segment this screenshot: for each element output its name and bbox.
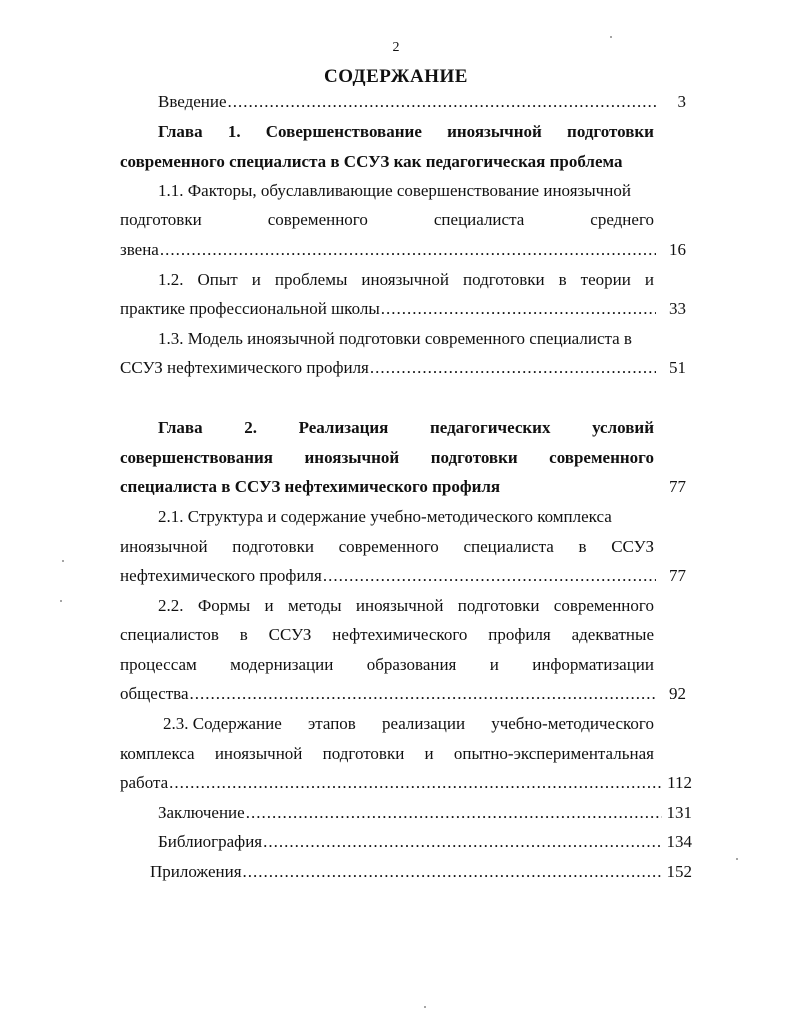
word: среднего xyxy=(590,210,654,229)
word: 1.2. xyxy=(158,270,184,289)
word: Реализация xyxy=(298,418,389,437)
leader-dots xyxy=(370,358,656,378)
word: подготовки xyxy=(457,596,540,615)
page-number: 2 xyxy=(392,40,400,55)
toc-entry-intro xyxy=(158,92,686,112)
leader-dots xyxy=(323,566,656,586)
toc-entry-label: нефтехимического профиля xyxy=(120,566,322,585)
toc-entry-2-1 xyxy=(120,566,686,586)
toc-entry-appendices xyxy=(150,862,692,882)
word: процессам xyxy=(120,655,197,674)
word: иноязычной xyxy=(214,744,303,763)
section-2-3-line2 xyxy=(120,744,654,764)
word: педагогических xyxy=(429,418,551,437)
word: Глава xyxy=(158,418,203,437)
scan-speck xyxy=(736,858,738,860)
word: в xyxy=(578,537,587,556)
word: 1. xyxy=(227,122,241,141)
chapter1-heading-line2: современного специалиста в ССУЗ как педагогическая проблема xyxy=(120,152,623,171)
toc-entry-page: 33 xyxy=(669,299,686,318)
word: специалиста xyxy=(433,210,525,229)
toc-entry-page: 77 xyxy=(669,477,686,496)
word: иноязычной xyxy=(361,270,449,289)
toc-entry-conclusion xyxy=(158,803,692,823)
word: Глава xyxy=(158,122,203,141)
chapter2-heading-line3: специалиста в ССУЗ нефтехимического профиля xyxy=(120,477,501,496)
toc-entry-page: 152 xyxy=(666,862,692,881)
word: подготовки xyxy=(430,448,518,467)
toc-entry-label: Приложения xyxy=(150,862,242,881)
toc-entry-page: 112 xyxy=(667,773,692,792)
toc-entry-1-2 xyxy=(120,299,686,319)
word: иноязычной xyxy=(304,448,400,467)
word: подготовки xyxy=(120,210,202,229)
toc-entry-label: Библиография xyxy=(158,832,263,851)
toc-entry-page: 3 xyxy=(677,92,686,111)
section-2-1-line2 xyxy=(120,537,654,557)
leader-dots xyxy=(243,862,662,882)
leader-dots xyxy=(263,832,662,852)
toc-entry-2-3 xyxy=(120,773,692,793)
leader-dots xyxy=(381,299,656,319)
toc-entry-page: 134 xyxy=(666,832,692,851)
word: проблемы xyxy=(274,270,348,289)
word: нефтехимического xyxy=(332,625,468,644)
word: 2.3. Содержание xyxy=(163,714,282,733)
toc-entry-1-1 xyxy=(120,240,686,260)
section-2-2-line3 xyxy=(120,655,654,675)
word: 2. xyxy=(244,418,257,437)
toc-entry-label: Заключение xyxy=(158,803,245,822)
word: Совершенствование xyxy=(265,122,422,141)
word: Формы xyxy=(197,596,251,615)
section-2-2-line2 xyxy=(120,625,654,645)
word: подготовки xyxy=(462,270,545,289)
toc-entry-label: ССУЗ нефтехимического профиля xyxy=(120,358,369,377)
toc-entry-page: 131 xyxy=(666,803,692,822)
word: современного xyxy=(338,537,439,556)
word: иноязычной xyxy=(120,537,208,556)
section-1-2-line1 xyxy=(158,270,654,290)
section-1-1-line2 xyxy=(120,210,654,230)
leader-dots xyxy=(190,684,656,704)
word: образования xyxy=(366,655,457,674)
toc-entry-label: звена xyxy=(120,240,159,259)
word: условий xyxy=(592,418,654,437)
toc-entry-page: 92 xyxy=(669,684,686,703)
chapter2-heading-line1 xyxy=(158,418,654,438)
word: методы xyxy=(287,596,342,615)
word: 2.2. xyxy=(158,596,184,615)
word: и xyxy=(644,270,654,289)
toc-entry-1-3 xyxy=(120,358,686,378)
toc-entry-label: работа xyxy=(120,773,169,792)
word: теории xyxy=(580,270,631,289)
toc-entry-page: 16 xyxy=(669,240,686,259)
word: специалиста xyxy=(463,537,554,556)
section-1-3-line1: 1.3. Модель иноязычной подготовки современного специалиста в xyxy=(158,329,632,348)
toc-entry-bibliography xyxy=(158,832,692,852)
section-1-1-line1: 1.1. Факторы, обуславливающие совершенствование иноязычной xyxy=(158,181,631,200)
toc-entry-page: 77 xyxy=(669,566,686,585)
word: иноязычной xyxy=(355,596,444,615)
toc-entry-page: 51 xyxy=(669,358,686,377)
word: информатизации xyxy=(532,655,654,674)
word: учебно-методического xyxy=(491,714,654,733)
word: модернизации xyxy=(230,655,334,674)
word: комплекса xyxy=(120,744,195,763)
word: этапов xyxy=(307,714,356,733)
word: профиля xyxy=(488,625,551,644)
word: современного xyxy=(553,596,654,615)
scan-speck xyxy=(60,600,62,602)
word: подготовки xyxy=(232,537,314,556)
scan-speck xyxy=(424,1006,426,1008)
word: совершенствования xyxy=(120,448,273,467)
leader-dots xyxy=(246,803,662,823)
page-title: СОДЕРЖАНИЕ xyxy=(324,66,468,87)
toc-entry-label: практике профессиональной школы xyxy=(120,299,380,318)
leader-dots xyxy=(160,240,656,260)
word: ССУЗ xyxy=(268,625,312,644)
leader-dots xyxy=(169,773,662,793)
word: опытно-экспериментальная xyxy=(453,744,654,763)
word: подготовки xyxy=(567,122,654,141)
word: иноязычной xyxy=(447,122,542,141)
chapter1-heading-line1 xyxy=(158,122,654,142)
scan-speck xyxy=(62,560,64,562)
section-2-3-line1 xyxy=(163,714,654,734)
word: адекватные xyxy=(571,625,654,644)
section-2-2-line1 xyxy=(158,596,654,616)
word: подготовки xyxy=(322,744,405,763)
chapter2-heading-line2 xyxy=(120,448,654,468)
word: и xyxy=(264,596,274,615)
word: и xyxy=(251,270,261,289)
section-2-1-line1: 2.1. Структура и содержание учебно-методического комплекса xyxy=(158,507,612,526)
word: и xyxy=(424,744,434,763)
word: Опыт xyxy=(197,270,238,289)
leader-dots xyxy=(228,92,656,112)
toc-entry-2-2 xyxy=(120,684,686,704)
toc-entry-label: Введение xyxy=(158,92,227,111)
word: и xyxy=(489,655,499,674)
word: в xyxy=(239,625,248,644)
word: в xyxy=(558,270,567,289)
word: современного xyxy=(549,448,654,467)
toc-entry-label: общества xyxy=(120,684,189,703)
scan-speck xyxy=(610,36,612,38)
word: реализации xyxy=(381,714,466,733)
word: специалистов xyxy=(120,625,219,644)
word: современного xyxy=(267,210,368,229)
word: ССУЗ xyxy=(611,537,654,556)
